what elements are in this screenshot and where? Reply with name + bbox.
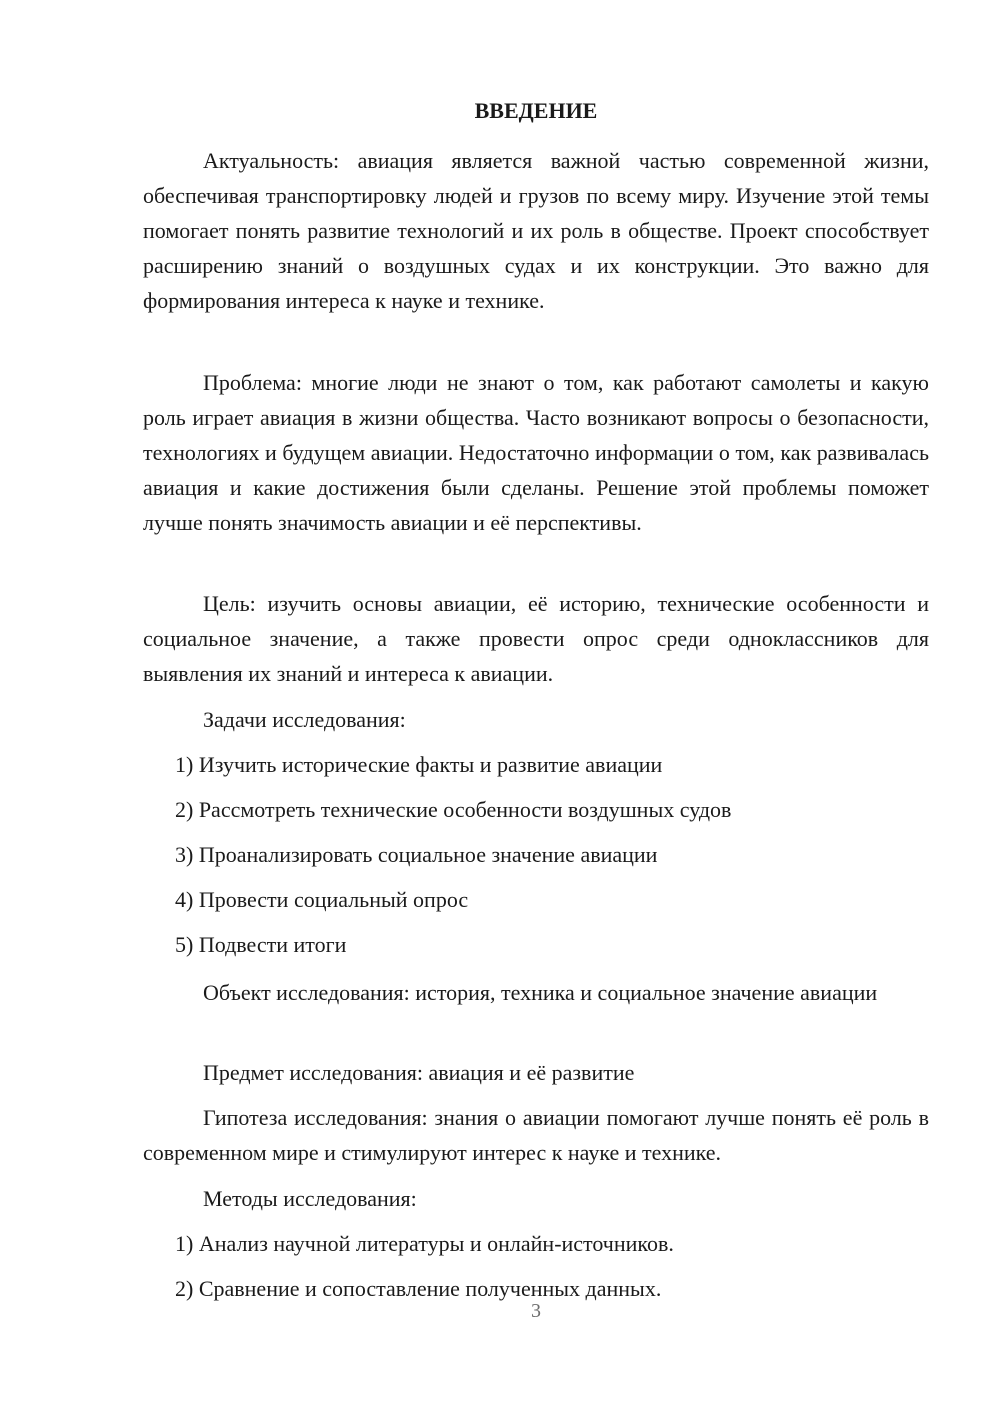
relevance-paragraph: Актуальность: авиация является важной частью современной жизни, обеспечивая транспортировку людей и грузов по всему миру. Изучение этой темы помогает понять развитие технологий и их роль в обществе. Проект способствует расширению знаний о воздушных судах и их конструкции. Это важно для формирования интереса к науке и технике.: [143, 148, 929, 313]
object-paragraph: Объект исследования: история, техника и социальное значение авиации: [203, 980, 878, 1005]
task-item-5: 5) Подвести итоги: [175, 932, 347, 957]
goal-paragraph: Цель: изучить основы авиации, её историю, технические особенности и социальное значение, а также провести опрос среди одноклассников для выявления их знаний и интереса к авиации.: [143, 591, 929, 686]
task-item-3: 3) Проанализировать социальное значение авиации: [175, 842, 658, 867]
method-item-1: 1) Анализ научной литературы и онлайн-источников.: [175, 1231, 674, 1256]
page-number: 3: [531, 1300, 541, 1322]
subject-paragraph: Предмет исследования: авиация и её развитие: [203, 1060, 635, 1085]
task-item-1: 1) Изучить исторические факты и развитие авиации: [175, 752, 663, 777]
method-item-2: 2) Сравнение и сопоставление полученных данных.: [175, 1276, 662, 1301]
tasks-heading: Задачи исследования:: [203, 707, 406, 732]
hypothesis-paragraph: Гипотеза исследования: знания о авиации помогают лучше понять её роль в современном мире и стимулируют интерес к науке и технике.: [143, 1105, 929, 1165]
problem-paragraph: Проблема: многие люди не знают о том, как работают самолеты и какую роль играет авиация в жизни общества. Часто возникают вопросы о безопасности, технологиях и будущем авиации. Недостаточно информации о том, как развивалась авиация и какие достижения были сделаны. Решение этой проблемы поможет лучше понять значимость авиации и её перспективы.: [143, 370, 929, 535]
methods-heading: Методы исследования:: [203, 1186, 417, 1211]
section-title: ВВЕДЕНИЕ: [474, 98, 598, 123]
task-item-4: 4) Провести социальный опрос: [175, 887, 469, 912]
task-item-2: 2) Рассмотреть технические особенности воздушных судов: [175, 797, 732, 822]
